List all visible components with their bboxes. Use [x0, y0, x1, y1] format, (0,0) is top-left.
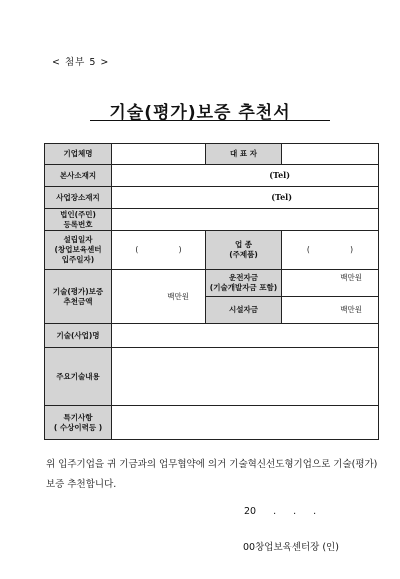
title-underline — [90, 120, 330, 121]
recommendation-statement: 위 입주기업을 귀 기금과의 업무협약에 의거 기술혁신선도형기업으로 기술(평가)보증 추천합니다. — [46, 459, 378, 490]
recommend-amount-field[interactable]: 백만원 — [112, 270, 206, 324]
hq-address-field[interactable] — [112, 165, 379, 187]
signature-line: 00창업보육센터장 (인) — [243, 542, 339, 553]
working-capital-label: 운전자금 (기술개발자금 포함) — [206, 270, 282, 297]
recommendation-form-table — [44, 143, 379, 440]
founded-date-field[interactable]: ( ) — [112, 231, 206, 270]
corp-reg-label: 법인(주민) 등록번호 — [45, 209, 112, 231]
facility-capital-label: 시설자금 — [206, 297, 282, 324]
tech-name-label: 기술(사업)명 — [45, 324, 112, 348]
facility-capital-field[interactable]: 백만원 — [282, 297, 379, 324]
remarks-field[interactable] — [112, 406, 379, 440]
tech-content-field[interactable] — [112, 348, 379, 406]
site-address-label: 사업장소재지 — [45, 187, 112, 209]
company-name-label: 기업체명 — [45, 144, 112, 165]
page-title: 기술(평가)보증 추천서 — [109, 103, 291, 123]
tech-name-field[interactable] — [112, 324, 379, 348]
ceo-label: 대 표 자 — [206, 144, 282, 165]
site-address-field[interactable] — [112, 187, 379, 209]
site-tel-label: (Tel) — [271, 192, 292, 203]
founded-date-label: 설립일자 (창업보육센터 입주일자) — [45, 231, 112, 270]
ceo-field[interactable] — [282, 144, 379, 165]
company-name-field[interactable] — [112, 144, 206, 165]
attachment-label: < 첨부 5 > — [52, 57, 110, 68]
hq-tel-label: (Tel) — [269, 170, 290, 181]
corp-reg-field[interactable] — [112, 209, 379, 231]
recommend-amount-label: 기술(평가)보증 추천금액 — [45, 270, 112, 324]
industry-field[interactable]: ( ) — [282, 231, 379, 270]
working-capital-field[interactable]: 백만원 — [282, 270, 379, 297]
tech-content-label: 주요기술내용 — [45, 348, 112, 406]
industry-label: 업 종 (주제품) — [206, 231, 282, 270]
date-line[interactable]: 20 . . . — [244, 506, 317, 517]
hq-address-label: 본사소재지 — [45, 165, 112, 187]
remarks-label: 특기사항 ( 수상이력등 ) — [45, 406, 112, 440]
